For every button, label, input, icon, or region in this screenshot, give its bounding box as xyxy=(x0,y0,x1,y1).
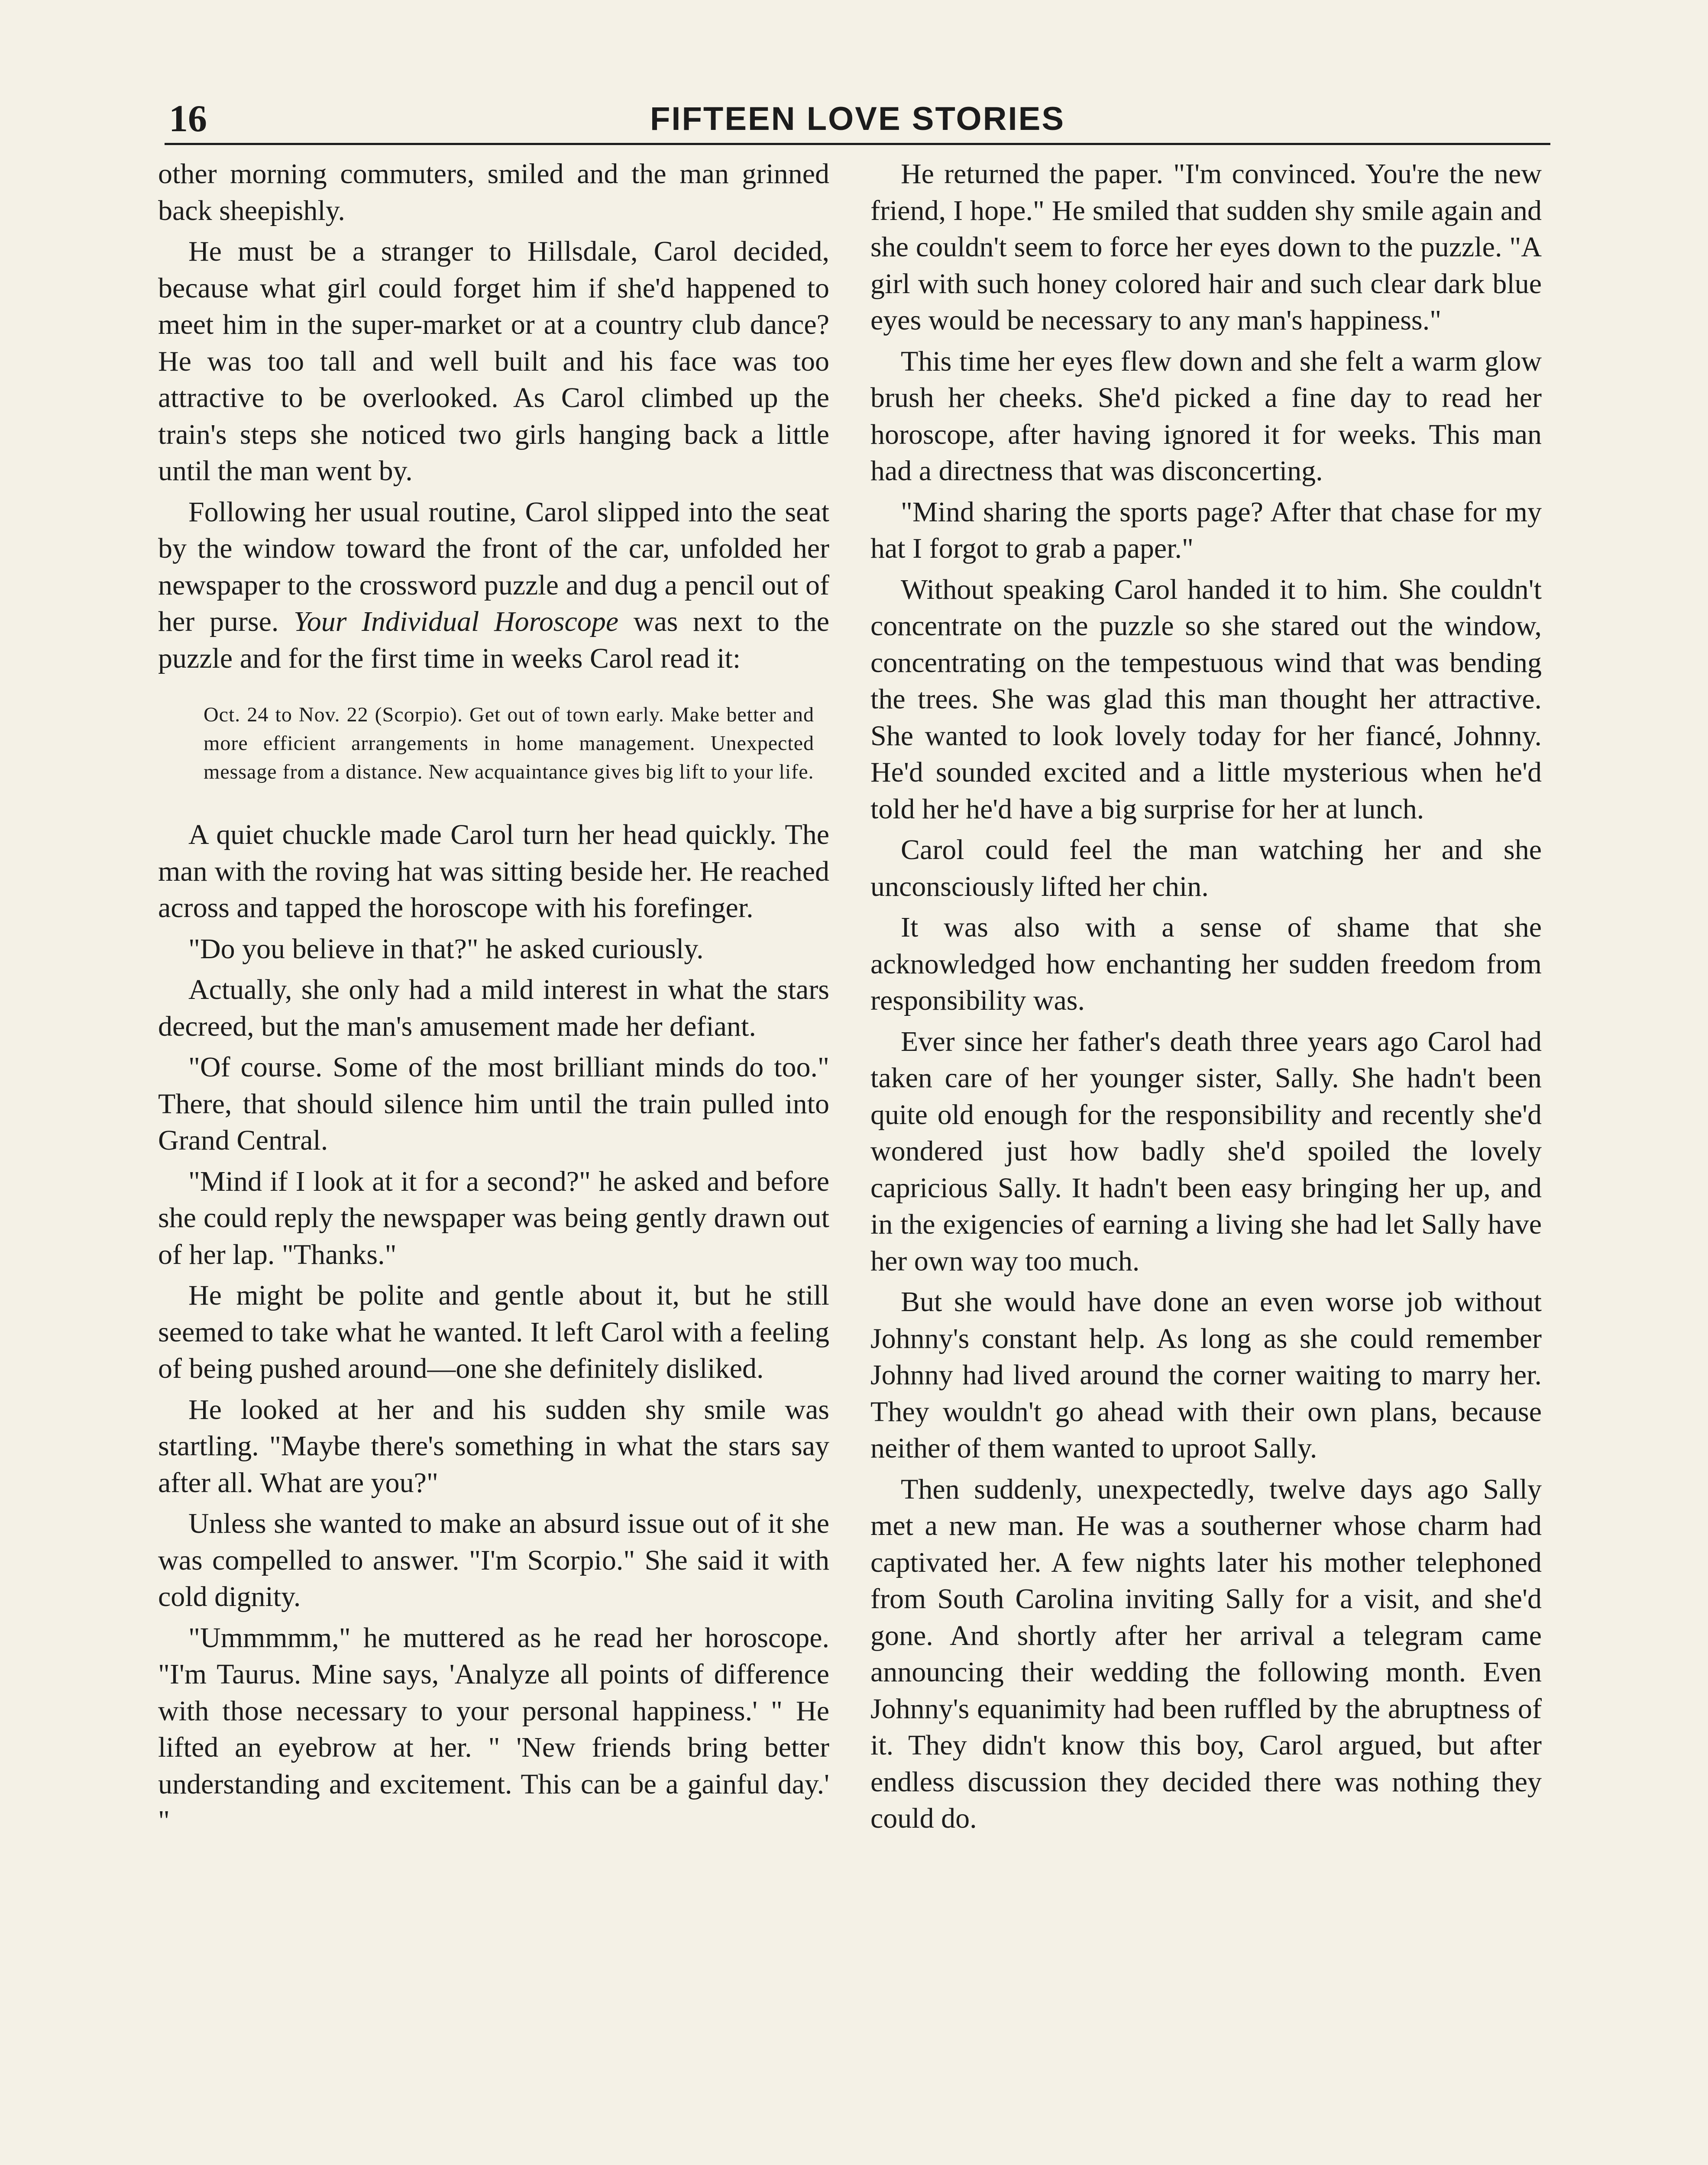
paragraph: Then suddenly, unexpectedly, twelve days ago Sally met a new man. He was a southerner whose charm had captivated her. A few nights later his mother telephoned from South Carolina inviting Sally for a visit, and she'd gone. And shortly after her arrival a telegram came announcing their wedding the following month. Even Johnny's equanimity had been ruffled by the abruptness of it. They didn't know this boy, Carol argued, but after endless discussion they decided there was nothing they could do. xyxy=(870,1473,1542,1834)
paragraph: Actually, she only had a mild interest in what the stars decreed, but the man's amusement made her defiant. xyxy=(158,974,829,1042)
paragraph: It was also with a sense of shame that she acknowledged how enchanting her sudden freedom from responsibility was. xyxy=(870,911,1542,1016)
paragraph-text: was next to the puzzle and for the first time in weeks Carol read it: xyxy=(158,606,829,674)
page-number: 16 xyxy=(169,98,207,140)
paragraph: He looked at her and his sudden shy smile was startling. "Maybe there's something in what the stars say after all. What are you?" xyxy=(158,1393,829,1499)
paragraph: "Of course. Some of the most brilliant minds do too." There, that should silence him until the train pulled into Grand Central. xyxy=(158,1051,829,1156)
paragraph: He might be polite and gentle about it, but he still seemed to take what he wanted. It left Carol with a feeling of being pushed around—one she definitely disliked. xyxy=(158,1280,829,1384)
paragraph: Ever since her father's death three years ago Carol had taken care of her younger sister, Sally. She hadn't been quite old enough for the responsibility and recently she'd wondered just how badly she'd spoiled the lovely capricious Sally. It hadn't been easy bringing her up, and in the exigencies of earning a living she had let Sally have her own way too much. xyxy=(870,1025,1542,1277)
running-title: FIFTEEN LOVE STORIES xyxy=(650,100,1065,137)
paragraph: He must be a stranger to Hillsdale, Carol decided, because what girl could forget him if she'd happened to meet him in the super-market or at a country club dance? He was too tall and well built and his face was too attractive to be overlooked. As Carol climbed up the train's steps she noticed two girls hanging back a little until the man went by. xyxy=(158,236,829,487)
paragraph: Unless she wanted to make an absurd issue out of it she was compelled to answer. "I'm Scorpio." She said it with cold dignity. xyxy=(158,1508,829,1612)
paragraph: Without speaking Carol handed it to him. She couldn't concentrate on the puzzle so she stared out the window, concentrating on the tempestuous wind that was bending the trees. She was glad this man thought her attractive. She wanted to look lovely today for her fiancé, Johnny. He'd sounded excited and a little mysterious when he'd told her he'd have a big surprise for her at lunch. xyxy=(870,573,1542,825)
paragraph: He returned the paper. "I'm convinced. You're the new friend, I hope." He smiled that sudden shy smile again and she couldn't seem to force her eyes down to the puzzle. "A girl with such honey colored hair and such clear dark blue eyes would be necessary to any man's happiness." xyxy=(870,158,1542,336)
paragraph: "Do you believe in that?" he asked curiously. xyxy=(188,933,704,965)
paragraph-text: Following her usual routine, Carol slipped into the seat by the window toward the front of the car, unfolded her newspaper to the crossword puzzle and dug a pencil out of her purse. xyxy=(158,496,829,637)
paragraph: But she would have done an even worse job without Johnny's constant help. As long as she could remember Johnny had lived around the corner waiting to marry her. They wouldn't go ahead with their own plans, because neither of them wanted to uproot Sally. xyxy=(870,1286,1542,1464)
paragraph: This time her eyes flew down and she felt a warm glow brush her cheeks. She'd picked a fine day to read her horoscope, after having ignored it for weeks. This man had a directness that was disconcerting. xyxy=(870,345,1542,487)
column-title-italic: Your Individual Horoscope xyxy=(294,606,619,637)
paragraph: "Ummmmm," he muttered as he read her horoscope. "I'm Taurus. Mine says, 'Analyze all points of difference with those necessary to your personal happiness.' " He lifted an eyebrow at her. " 'New friends bring better understanding and excitement. This can be a gainful day.' " xyxy=(158,1622,829,1836)
paragraph: Carol could feel the man watching her and she unconsciously lifted her chin. xyxy=(870,834,1542,902)
paragraph: "Mind sharing the sports page? After that chase for my hat I forgot to grab a paper." xyxy=(870,496,1542,564)
page-header xyxy=(165,95,1550,145)
horoscope-excerpt: Oct. 24 to Nov. 22 (Scorpio). Get out of town early. Make better and more efficient arrangements in home management. Unexpected message from a distance. New acquaintance gives big lift to your life. xyxy=(204,703,814,783)
paragraph: A quiet chuckle made Carol turn her head quickly. The man with the roving hat was sitting beside her. He reached across and tapped the horoscope with his forefinger. xyxy=(158,819,829,924)
right-column xyxy=(870,156,1542,1842)
paragraph: other morning commuters, smiled and the man grinned back sheepishly. xyxy=(158,158,829,226)
left-column xyxy=(158,156,829,1844)
paragraph: "Mind if I look at it for a second?" he asked and before she could reply the newspaper was being gently drawn out of her lap. "Thanks." xyxy=(158,1165,829,1270)
paragraph xyxy=(158,494,829,677)
